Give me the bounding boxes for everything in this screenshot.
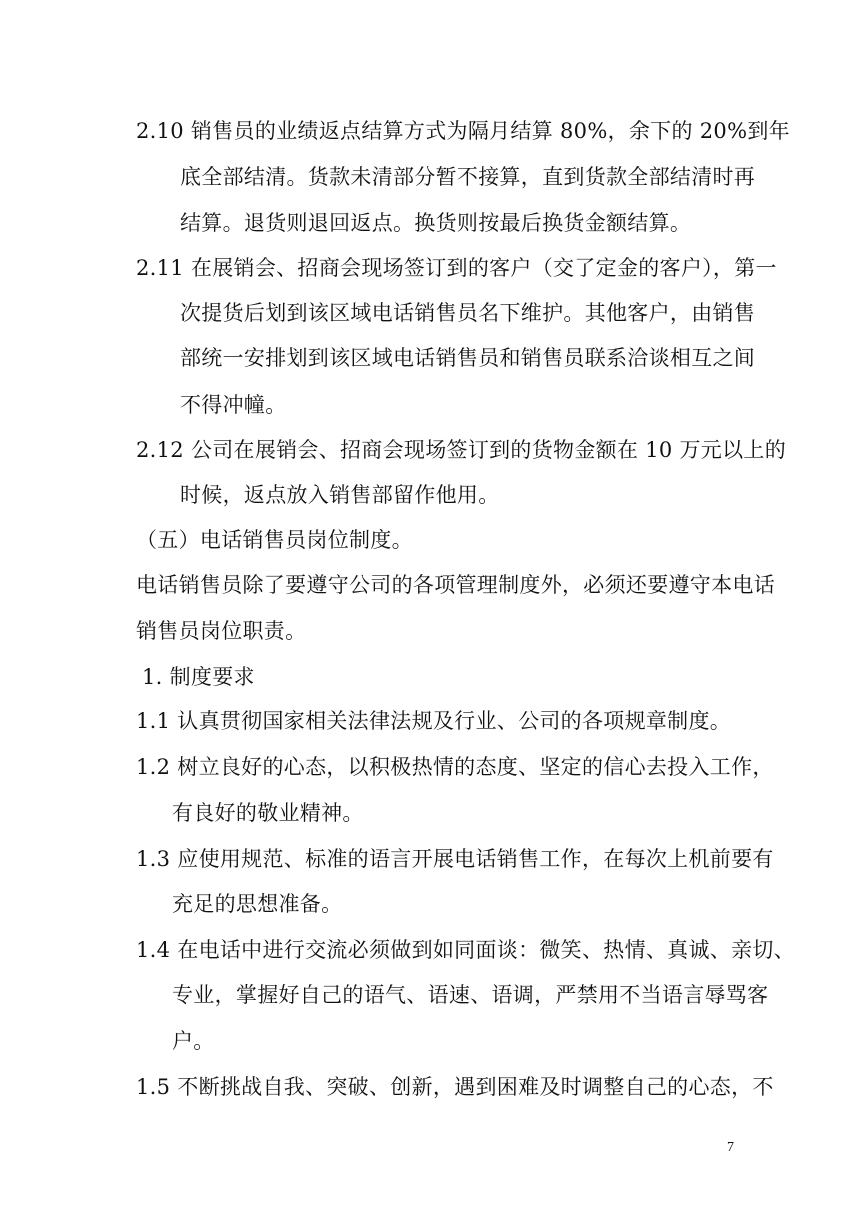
text-line: 不得冲幢。 <box>180 393 287 417</box>
text-line: 1.3 应使用规范、标准的语言开展电话销售工作，在每次上机前要有 <box>136 847 774 871</box>
section-heading: （五）电话销售员岗位制度。 <box>136 528 413 552</box>
text-line: 底全部结清。货款未清部分暂不接算，直到货款全部结清时再 <box>180 165 756 189</box>
page-number: 7 <box>727 1140 734 1155</box>
text-line: 2.11 在展销会、招商会现场签订到的客户（交了定金的客户），第一 <box>136 256 777 280</box>
text-line: 结算。退货则退回返点。换货则按最后换货金额结算。 <box>180 211 692 235</box>
text-line: 户。 <box>172 1029 215 1053</box>
text-line: 部统一安排划到该区域电话销售员和销售员联系洽谈相互之间 <box>180 346 756 370</box>
text-line: 次提货后划到该区域电话销售员名下维护。其他客户，由销售 <box>180 301 756 325</box>
text-line: 1.5 不断挑战自我、突破、创新，遇到困难及时调整自己的心态，不 <box>136 1075 774 1099</box>
text-line: 1.1 认真贯彻国家相关法律法规及行业、公司的各项规章制度。 <box>136 709 732 733</box>
text-line: 1.4 在电话中进行交流必须做到如同面谈：微笑、热情、真诚、亲切、 <box>136 938 795 962</box>
text-line: 时候，返点放入销售部留作他用。 <box>180 483 500 507</box>
text-line: 2.12 公司在展销会、招商会现场签订到的货物金额在 10 万元以上的 <box>136 438 787 462</box>
text-line: 充足的思想准备。 <box>172 892 343 916</box>
text-line: 1.2 树立良好的心态，以积极热情的态度、坚定的信心去投入工作， <box>136 755 774 779</box>
text-line: 2.10 销售员的业绩返点结算方式为隔月结算 80%，余下的 20%到年 <box>136 119 790 143</box>
subsection-heading: 1. 制度要求 <box>142 665 255 689</box>
text-line: 专业，掌握好自己的语气、语速、语调，严禁用不当语言辱骂客 <box>172 983 769 1007</box>
text-line: 电话销售员除了要遵守公司的各项管理制度外，必须还要遵守本电话 <box>136 573 775 597</box>
text-line: 销售员岗位职责。 <box>136 619 307 643</box>
text-line: 有良好的敬业精神。 <box>172 801 364 825</box>
